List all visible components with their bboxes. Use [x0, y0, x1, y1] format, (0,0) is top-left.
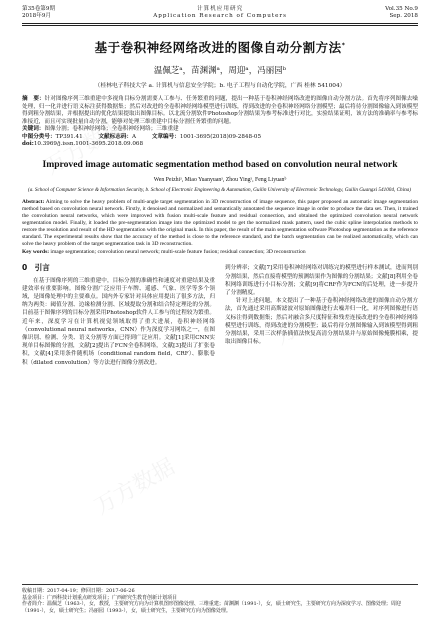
- title-cn-text: 基于卷积神经网络改进的图像自动分割方法: [94, 40, 342, 55]
- header-journal-cn: 计算机应用研究: [197, 6, 244, 12]
- footnote-author-bio: 作者简介：温佩芝（1963-），女，教授，主要研究方向为计算机图形图像处理、三维重建；苗渊渊（1991-），女，硕士研究生，主要研究方向为深度学习、图像处理；周迎（1991-），女，硕士研究生；冯丽园（1993-），女，硕士研究生，主要研究方向为图像处理。: [22, 601, 401, 614]
- header-volume-en: Vol.35 No.9: [385, 6, 418, 12]
- header-volume-cn: 第35卷第9期: [22, 6, 56, 12]
- keywords-en-row: [22, 249, 418, 256]
- abstract-cn-text: 针对图像序列三维重建中多视角目标分割需要人工参与、任务繁重的问题，提出一种基于卷积神经网络改进的图像自动分割方法。首先将序列图像去噪处理，归一化并进行语义标注获得数据集；然后对改进的全卷积神经网络模型进行训练，得到改进的全卷积神经网络分割模型；最后将待分割图像输入到该模型得到粗分割结果，并根据提出的优化结果提取出图像目标。以北流分割软件Photoshop分割结果为参考标准进行对比，实验结果证明，该方法的准确率与参考标准接近，而且可实现批量自动分割，能够对处理三维重建中目标分割任务繁重的问题。: [22, 96, 418, 125]
- clc-label: 中图分类号：: [22, 133, 56, 140]
- title-footnote-mark: *: [341, 41, 346, 49]
- authors-en: Wen Peizhiᵃ, Miao Yuanyuanᵃ, Zhou Yingᵃ, Feng Liyuanᵇ: [153, 176, 287, 183]
- article-no-value: 1001-3695(2018)09-2848-05: [179, 133, 262, 140]
- abstract-en: [22, 199, 418, 255]
- clc-value: TP391.41: [55, 133, 83, 140]
- authors-cn: 温佩芝ᵃ，苗渊渊ᵃ，周迎ᵃ，冯丽园ᵇ: [153, 66, 287, 76]
- keywords-en: image segmentation; convolution neural network; multi-scale feature fusion; residual connection; 3D reconstruction: [50, 248, 306, 255]
- footnote-received: 收稿日期：2017-04-19；修回日期：2017-06-26: [22, 588, 135, 595]
- body-columns: [22, 264, 418, 366]
- doc-code-value: A: [132, 133, 137, 140]
- body-paragraph: 在基于图像序列的三维重建中，目标分割的准确性和速度对重建结果及重建效率有重要影响。图像分割广泛应用于车牌、遥感、气象、医学等多个领域，是图像处理中的主要难点。国内外专家针对具体应用提出了很多方法，归纳为两类：阈值分割、边缘检测分割、区域提取分割和结合特定理论的分割。目前基于图像序列的目标分割采用Photoshop软件人工参与的过程较为繁重。近年来，深度学习在计算机视觉领域取得了重大进展，卷积神经网络（convolutional neural networks，CNN）作为深度学习网络之一，在图像识别、检测、分类、语义分割等方面已得到广泛应用。文献[1]采用CNN实现单目标图像的分割，文献[2]提出了FCN全卷积网络，文献[3]提出了扩张卷积，文献[4]采用条件随机场（conditional random field，CRF）、膨胀卷积（dilated convolution）等方法进行图像分割改进。: [22, 277, 215, 366]
- header-center: [153, 6, 287, 20]
- header-date-cn: 2018年9月: [22, 13, 51, 19]
- doi-row: [22, 141, 418, 148]
- keywords-cn-label: 关键词：: [22, 126, 45, 133]
- section-heading-introduction: 0 引言: [22, 263, 50, 273]
- keywords-en-label: Key words:: [22, 248, 50, 255]
- classification-row: [22, 134, 418, 141]
- doi-value[interactable]: 10.3969/j.issn.1001-3695.2018.09.068: [33, 141, 144, 148]
- header-rule: [22, 23, 418, 24]
- doc-code-label: 文献标志码：: [98, 133, 133, 140]
- header-date-en: Sep. 2018: [389, 13, 418, 19]
- running-header: [22, 0, 418, 20]
- body-paragraph: 针对上述问题，本文提出了一种基于卷积神经网络改进的图像自动分割方法，首先通过采用高斯滤波对原始图像进行去噪并归一化，对序列图像进行语义标注得到数据集；然后对融合多尺度特征和残差连接改进的全卷积神经网络模型进行训练，得到改进的分割模型；最后将待分割图像输入到该模型得到粗分割结果，采用三次样条插值法恢复高清分割结果并与原始图像掩膜相乘，提取出图像目标。: [225, 298, 418, 346]
- body-column-right: [225, 264, 418, 366]
- abstract-en-label: Abstract:: [22, 199, 45, 206]
- body-paragraph: 到分辨率；文献[7]采用卷积神经网络对训练完的模型进行样本测试，进而判别分割结果，然后直接将模型的预测结果作为图像的分割结果；文献[8]利用全卷积网络训练进行小目标分割；文献[9]将CRF作为FCN的后处理，进一步提升了分割精度。: [225, 265, 418, 297]
- article-no-label: 文章编号：: [151, 133, 180, 140]
- paper-title-en: Improved image automatic segmentation method based on convolution neural network: [42, 158, 398, 170]
- watermark: [88, 450, 180, 521]
- paper-title-cn: [22, 38, 418, 56]
- abstract-en-text: Aiming to solve the heavy problem of multi-angle target segmentation in 3D reconstruction of image sequence, this paper proposed an automatic image segmentation method based on convolution neural network. Firstly, it denoised and normalized and semantically annotated the sequence image in order to produce the data set. Then, it trained the convolution neural networks, which were improved with fusion multi-scale feature and residual connection, and obtained the optimized convolution neural network segmentation model. Finally, it loaded the pre-segmentation image into the optimized model to get the normalized mask pattern, used the cubic spline interpolation methods to restore the resolution and result of the HD segmentation with the original mask. In this paper, the result of the main segmentation software Photoshop segmentation as the reference standard. The experimental results show that the accuracy of the method is close to the reference standard, and the batch segmentation can be realized automatically, which can solve the heavy problem of the target segmentation task in 3D reconstruction.: [22, 199, 418, 247]
- affiliation-en: (a. School of Computer Science & Information Security, b. School of Electronic Engineering & Automation, Guilin University of Electronic Technology, Guilin Guangxi 541004, China): [28, 186, 412, 193]
- header-left: [22, 6, 55, 20]
- affiliation-cn: （桂林电子科技大学 a. 计算机与信息安全学院；b. 电子工程与自动化学院，广西 桂林 541004）: [94, 83, 346, 89]
- article-no-item: [152, 134, 261, 140]
- doi-label: doi:: [22, 141, 34, 148]
- keywords-cn: 图像分割；卷积神经网络；全卷积神经网络；三维重建: [44, 126, 179, 133]
- header-journal-en: Application Research of Computers: [153, 13, 287, 19]
- keywords-cn-row: [22, 126, 418, 133]
- body-column-left: [22, 264, 215, 366]
- abstract-cn-label: 摘 要：: [22, 96, 45, 102]
- footnote-fund: 基金项目：广西科技计划重点研发项目；广西研究生教育创新计划项目: [22, 594, 178, 601]
- abstract-cn: [22, 96, 418, 149]
- header-rule-thin: [22, 25, 418, 26]
- clc-item: [22, 134, 83, 140]
- doc-code-item: [98, 134, 136, 140]
- footnote-block: [22, 584, 418, 614]
- header-right: [385, 6, 418, 20]
